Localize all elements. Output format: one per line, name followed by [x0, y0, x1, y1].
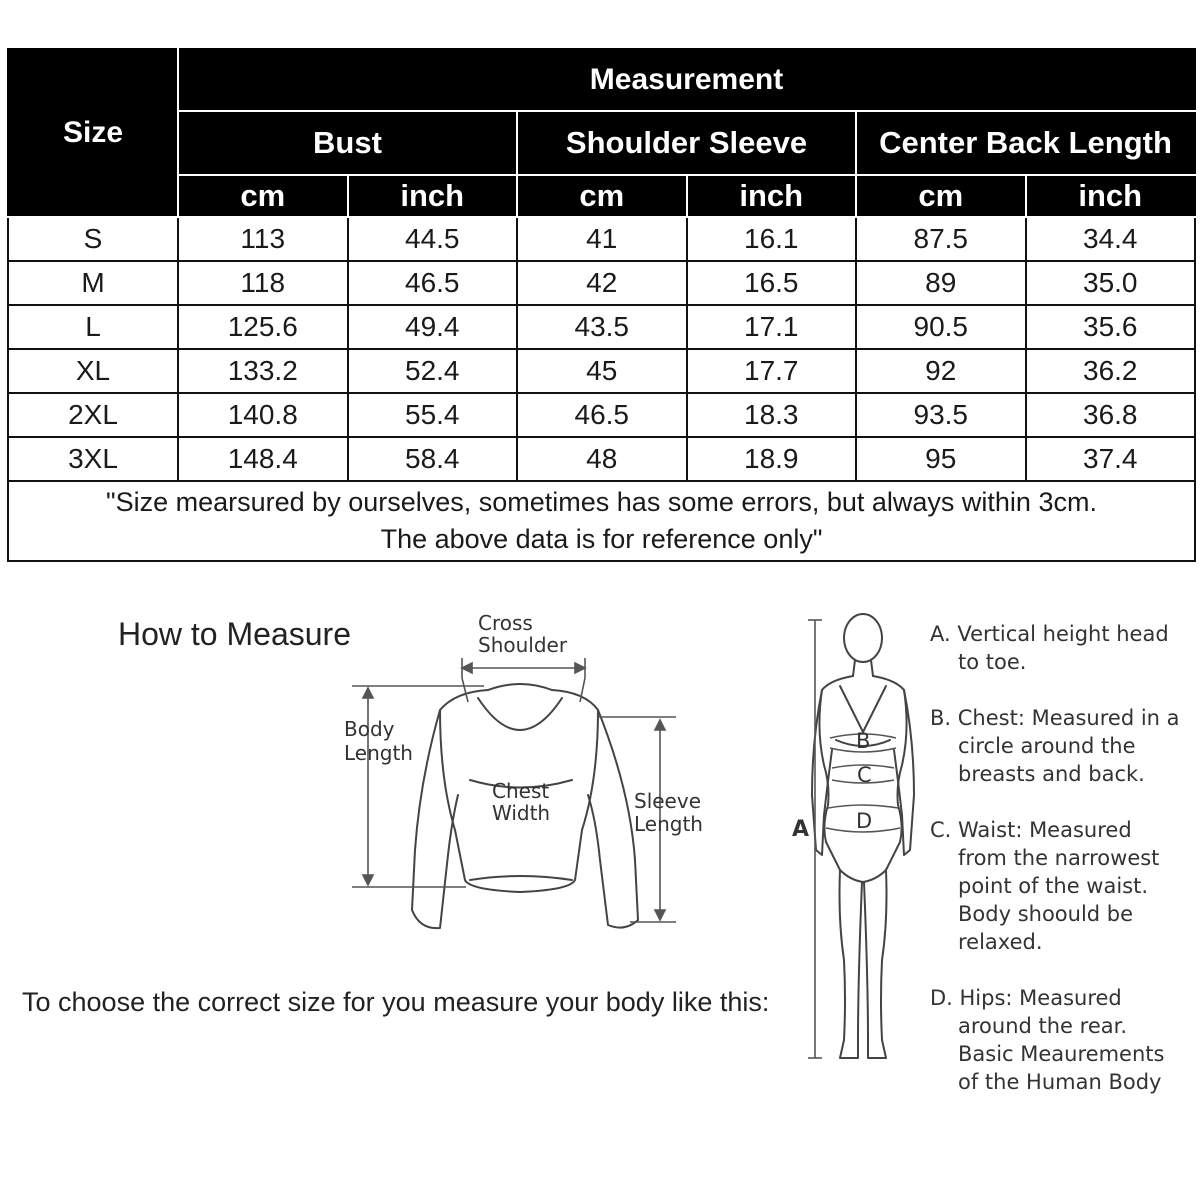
size-cell: 3XL [8, 437, 178, 481]
body-label-b: B [856, 729, 871, 753]
legend-c-line: Body shoould be [958, 902, 1134, 926]
table-cell: 93.5 [856, 393, 1026, 437]
table-cell: 43.5 [517, 305, 687, 349]
table-cell: 133.2 [178, 349, 348, 393]
legend-d-line: of the Human Body [958, 1070, 1162, 1094]
table-cell: 49.4 [348, 305, 518, 349]
table-cell: 46.5 [348, 261, 518, 305]
table-row [8, 261, 1195, 305]
table-cell: 95 [856, 437, 1026, 481]
table-cell: 118 [178, 261, 348, 305]
table-cell: 46.5 [517, 393, 687, 437]
legend-c-line: point of the waist. [958, 874, 1149, 898]
table-row [8, 437, 1195, 481]
sleeve-length-label-line-2: Length [634, 812, 703, 836]
bust-header: Bust [178, 111, 517, 175]
table-cell: 148.4 [178, 437, 348, 481]
table-cell: 92 [856, 349, 1026, 393]
legend-c-line: C. Waist: Measured [930, 818, 1132, 842]
unit-header: inch [348, 175, 518, 217]
how-to-measure-title: How to Measure [118, 616, 351, 652]
chest-width-label-line-1: Chest [492, 779, 550, 803]
legend-d-line: around the rear. [958, 1014, 1127, 1038]
legend-a-line: A. Vertical height head [930, 622, 1169, 646]
table-cell: 140.8 [178, 393, 348, 437]
body-label-a: A [792, 817, 810, 842]
table-cell: 34.4 [1026, 217, 1196, 261]
size-cell: M [8, 261, 178, 305]
cross-shoulder-label-line-2: Shoulder [478, 633, 568, 657]
legend-c-line: from the narrowest [958, 846, 1160, 870]
table-row [8, 349, 1195, 393]
legend-b-line: B. Chest: Measured in a [930, 706, 1180, 730]
unit-header: cm [517, 175, 687, 217]
table-cell: 48 [517, 437, 687, 481]
legend-d-line: Basic Meaurements [958, 1042, 1165, 1066]
unit-header: cm [856, 175, 1026, 217]
table-cell: 35.0 [1026, 261, 1196, 305]
table-cell: 52.4 [348, 349, 518, 393]
table-note-row [8, 481, 1195, 561]
note-line-2: The above data is for reference only" [380, 524, 823, 554]
body-length-label-line-2: Length [344, 741, 413, 765]
table-row [8, 393, 1195, 437]
table-cell: 17.7 [687, 349, 857, 393]
unit-header: cm [178, 175, 348, 217]
legend-d-line: D. Hips: Measured [930, 986, 1122, 1010]
legend-item-b [930, 704, 1190, 788]
table-cell: 89 [856, 261, 1026, 305]
size-cell: 2XL [8, 393, 178, 437]
body-length-label-line-1: Body [344, 717, 395, 741]
legend-b-line: breasts and back. [958, 762, 1145, 786]
shoulder-sleeve-header: Shoulder Sleeve [517, 111, 856, 175]
unit-header: inch [1026, 175, 1196, 217]
cross-shoulder-label-line-1: Cross [478, 611, 533, 635]
human-body-figure [812, 614, 914, 1058]
table-cell: 37.4 [1026, 437, 1196, 481]
chest-width-label-line-2: Width [492, 801, 551, 825]
table-cell: 36.8 [1026, 393, 1196, 437]
table-cell: 42 [517, 261, 687, 305]
table-cell: 113 [178, 217, 348, 261]
sleeve-length-label-line-1: Sleeve [634, 789, 702, 813]
table-cell: 18.9 [687, 437, 857, 481]
table-cell: 18.3 [687, 393, 857, 437]
size-column-header: Size [8, 49, 178, 217]
table-cell: 55.4 [348, 393, 518, 437]
table-cell: 16.1 [687, 217, 857, 261]
legend-item-c [930, 816, 1190, 956]
table-cell: 58.4 [348, 437, 518, 481]
table-row [8, 305, 1195, 349]
legend-b-line: circle around the [958, 734, 1136, 758]
body-label-c: C [857, 763, 872, 787]
size-cell: XL [8, 349, 178, 393]
table-cell: 35.6 [1026, 305, 1196, 349]
legend-item-a [930, 620, 1190, 676]
table-cell: 125.6 [178, 305, 348, 349]
table-cell: 36.2 [1026, 349, 1196, 393]
center-back-length-header: Center Back Length [856, 111, 1195, 175]
table-note [8, 481, 1195, 561]
size-cell: S [8, 217, 178, 261]
note-line-1: "Size mearsured by ourselves, sometimes has some errors, but always within 3cm. [106, 487, 1097, 517]
legend-a-line: to toe. [958, 650, 1027, 674]
measurement-header: Measurement [178, 49, 1195, 111]
size-chart-table [7, 48, 1196, 562]
table-cell: 16.5 [687, 261, 857, 305]
table-cell: 17.1 [687, 305, 857, 349]
size-cell: L [8, 305, 178, 349]
legend-item-d [930, 984, 1190, 1096]
table-cell: 90.5 [856, 305, 1026, 349]
table-cell: 87.5 [856, 217, 1026, 261]
table-cell: 45 [517, 349, 687, 393]
legend-c-line: relaxed. [958, 930, 1043, 954]
measure-instruction: To choose the correct size for you measure your body like this: [22, 987, 770, 1017]
unit-header: inch [687, 175, 857, 217]
table-cell: 44.5 [348, 217, 518, 261]
body-label-d: D [856, 809, 873, 833]
table-cell: 41 [517, 217, 687, 261]
table-row [8, 217, 1195, 261]
